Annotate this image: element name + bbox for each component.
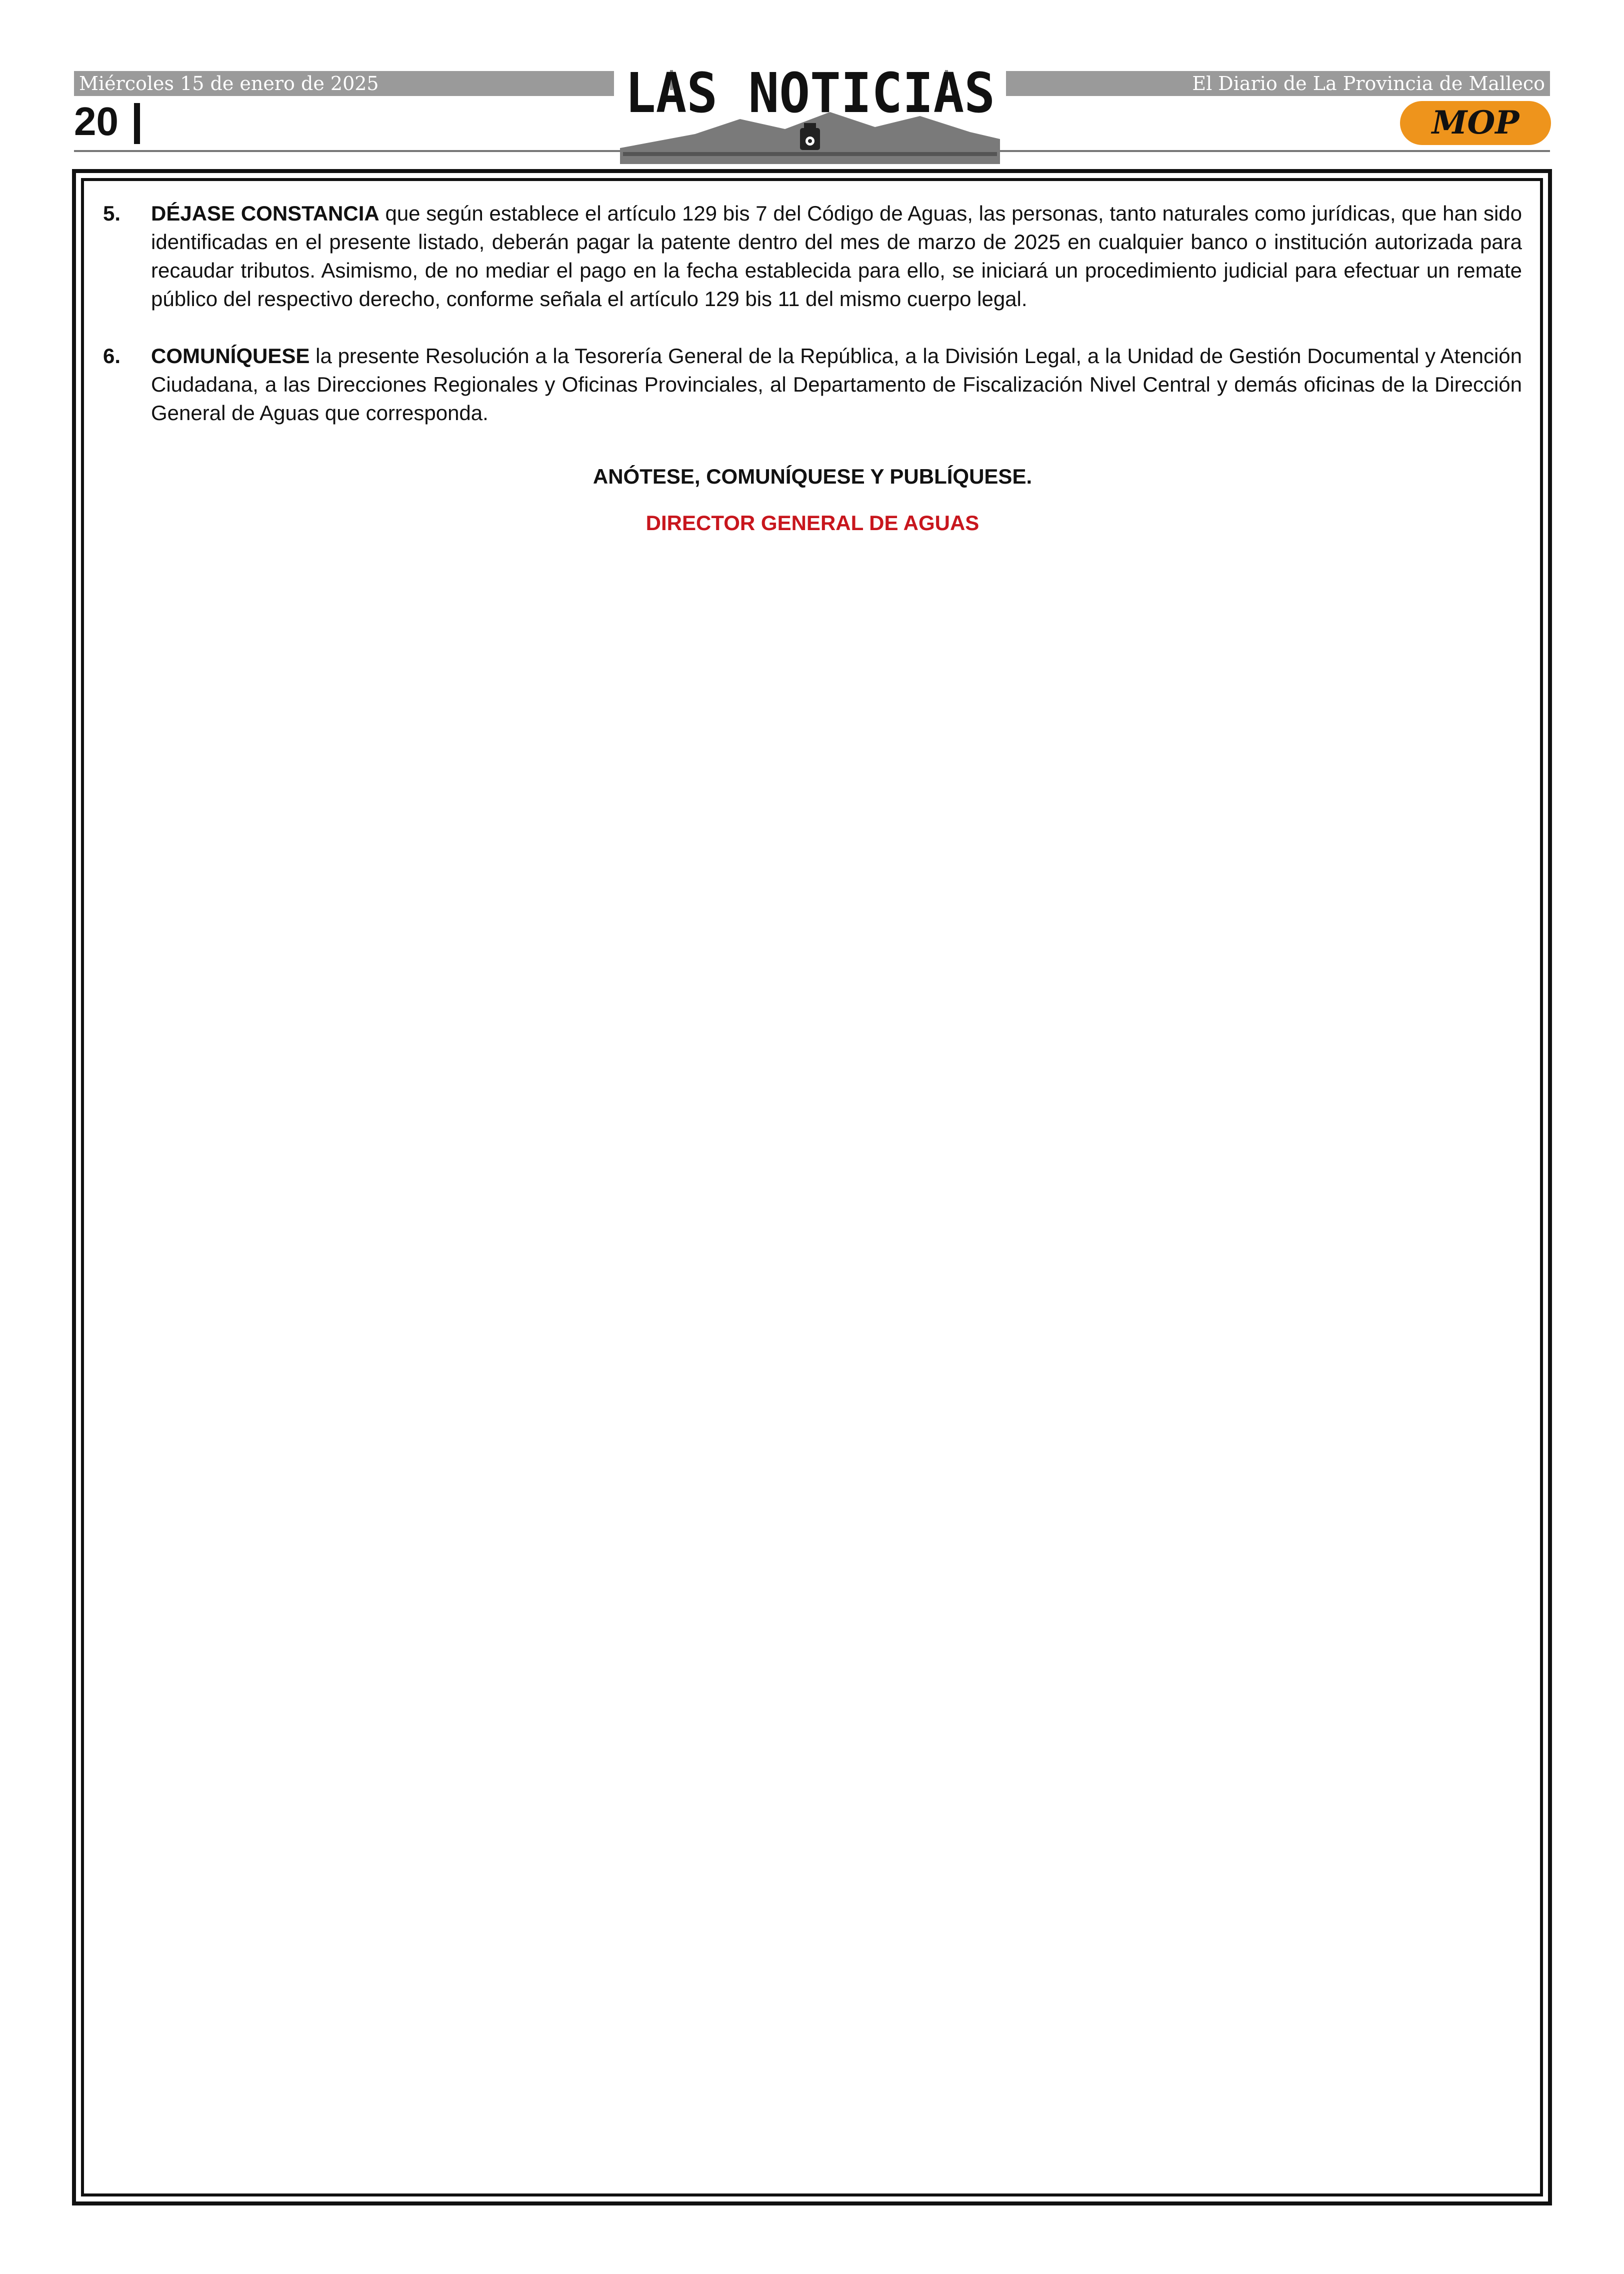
header-date: Miércoles 15 de enero de 2025 [74,71,614,96]
page-number: 20 [74,99,118,144]
section-badge: MOP [1400,101,1551,145]
item-number: 5. [103,202,121,225]
resolution-item [103,342,1522,427]
newspaper-logo [620,64,1000,164]
item-text: la presente Resolución a la Tesorería General de la República, a la División Legal, a la Unidad de Gestión Documental y Atención Ciudadana, a las Direcciones Regionales y Oficinas Provinciales, al Departamento de Fiscalización Nivel Central y demás oficinas de la Dirección General de Aguas que corresponda. [151,344,1522,425]
header-tagline: El Diario de La Provincia de Malleco [1006,71,1550,96]
item-lead: DÉJASE CONSTANCIA [151,202,380,225]
item-lead: COMUNÍQUESE [151,344,310,368]
resolution-body [103,199,1522,537]
item-number: 6. [103,344,121,368]
svg-text:LAS NOTICIAS: LAS NOTICIAS [625,64,995,125]
closing-formula: ANÓTESE, COMUNÍQUESE Y PUBLÍQUESE. [592,465,1032,488]
item-text: que según establece el artículo 129 bis 7 del Código de Aguas, las personas, tanto naturales como jurídicas, que han sido identificadas en el presente listado, deberán pagar la patente dentro del mes de marzo de 2025 en cualquier banco o institución autorizada para recaudar tributos. Asimismo, de no mediar el pago en la fecha establecida para ello, se iniciará un procedimiento judicial para efectuar un remate público del respectivo derecho, conforme señala el artículo 129 bis 11 del mismo cuerpo legal. [151,202,1522,311]
page-number-divider [134,103,140,144]
signature-line: DIRECTOR GENERAL DE AGUAS [646,511,980,535]
resolution-item [103,199,1522,313]
